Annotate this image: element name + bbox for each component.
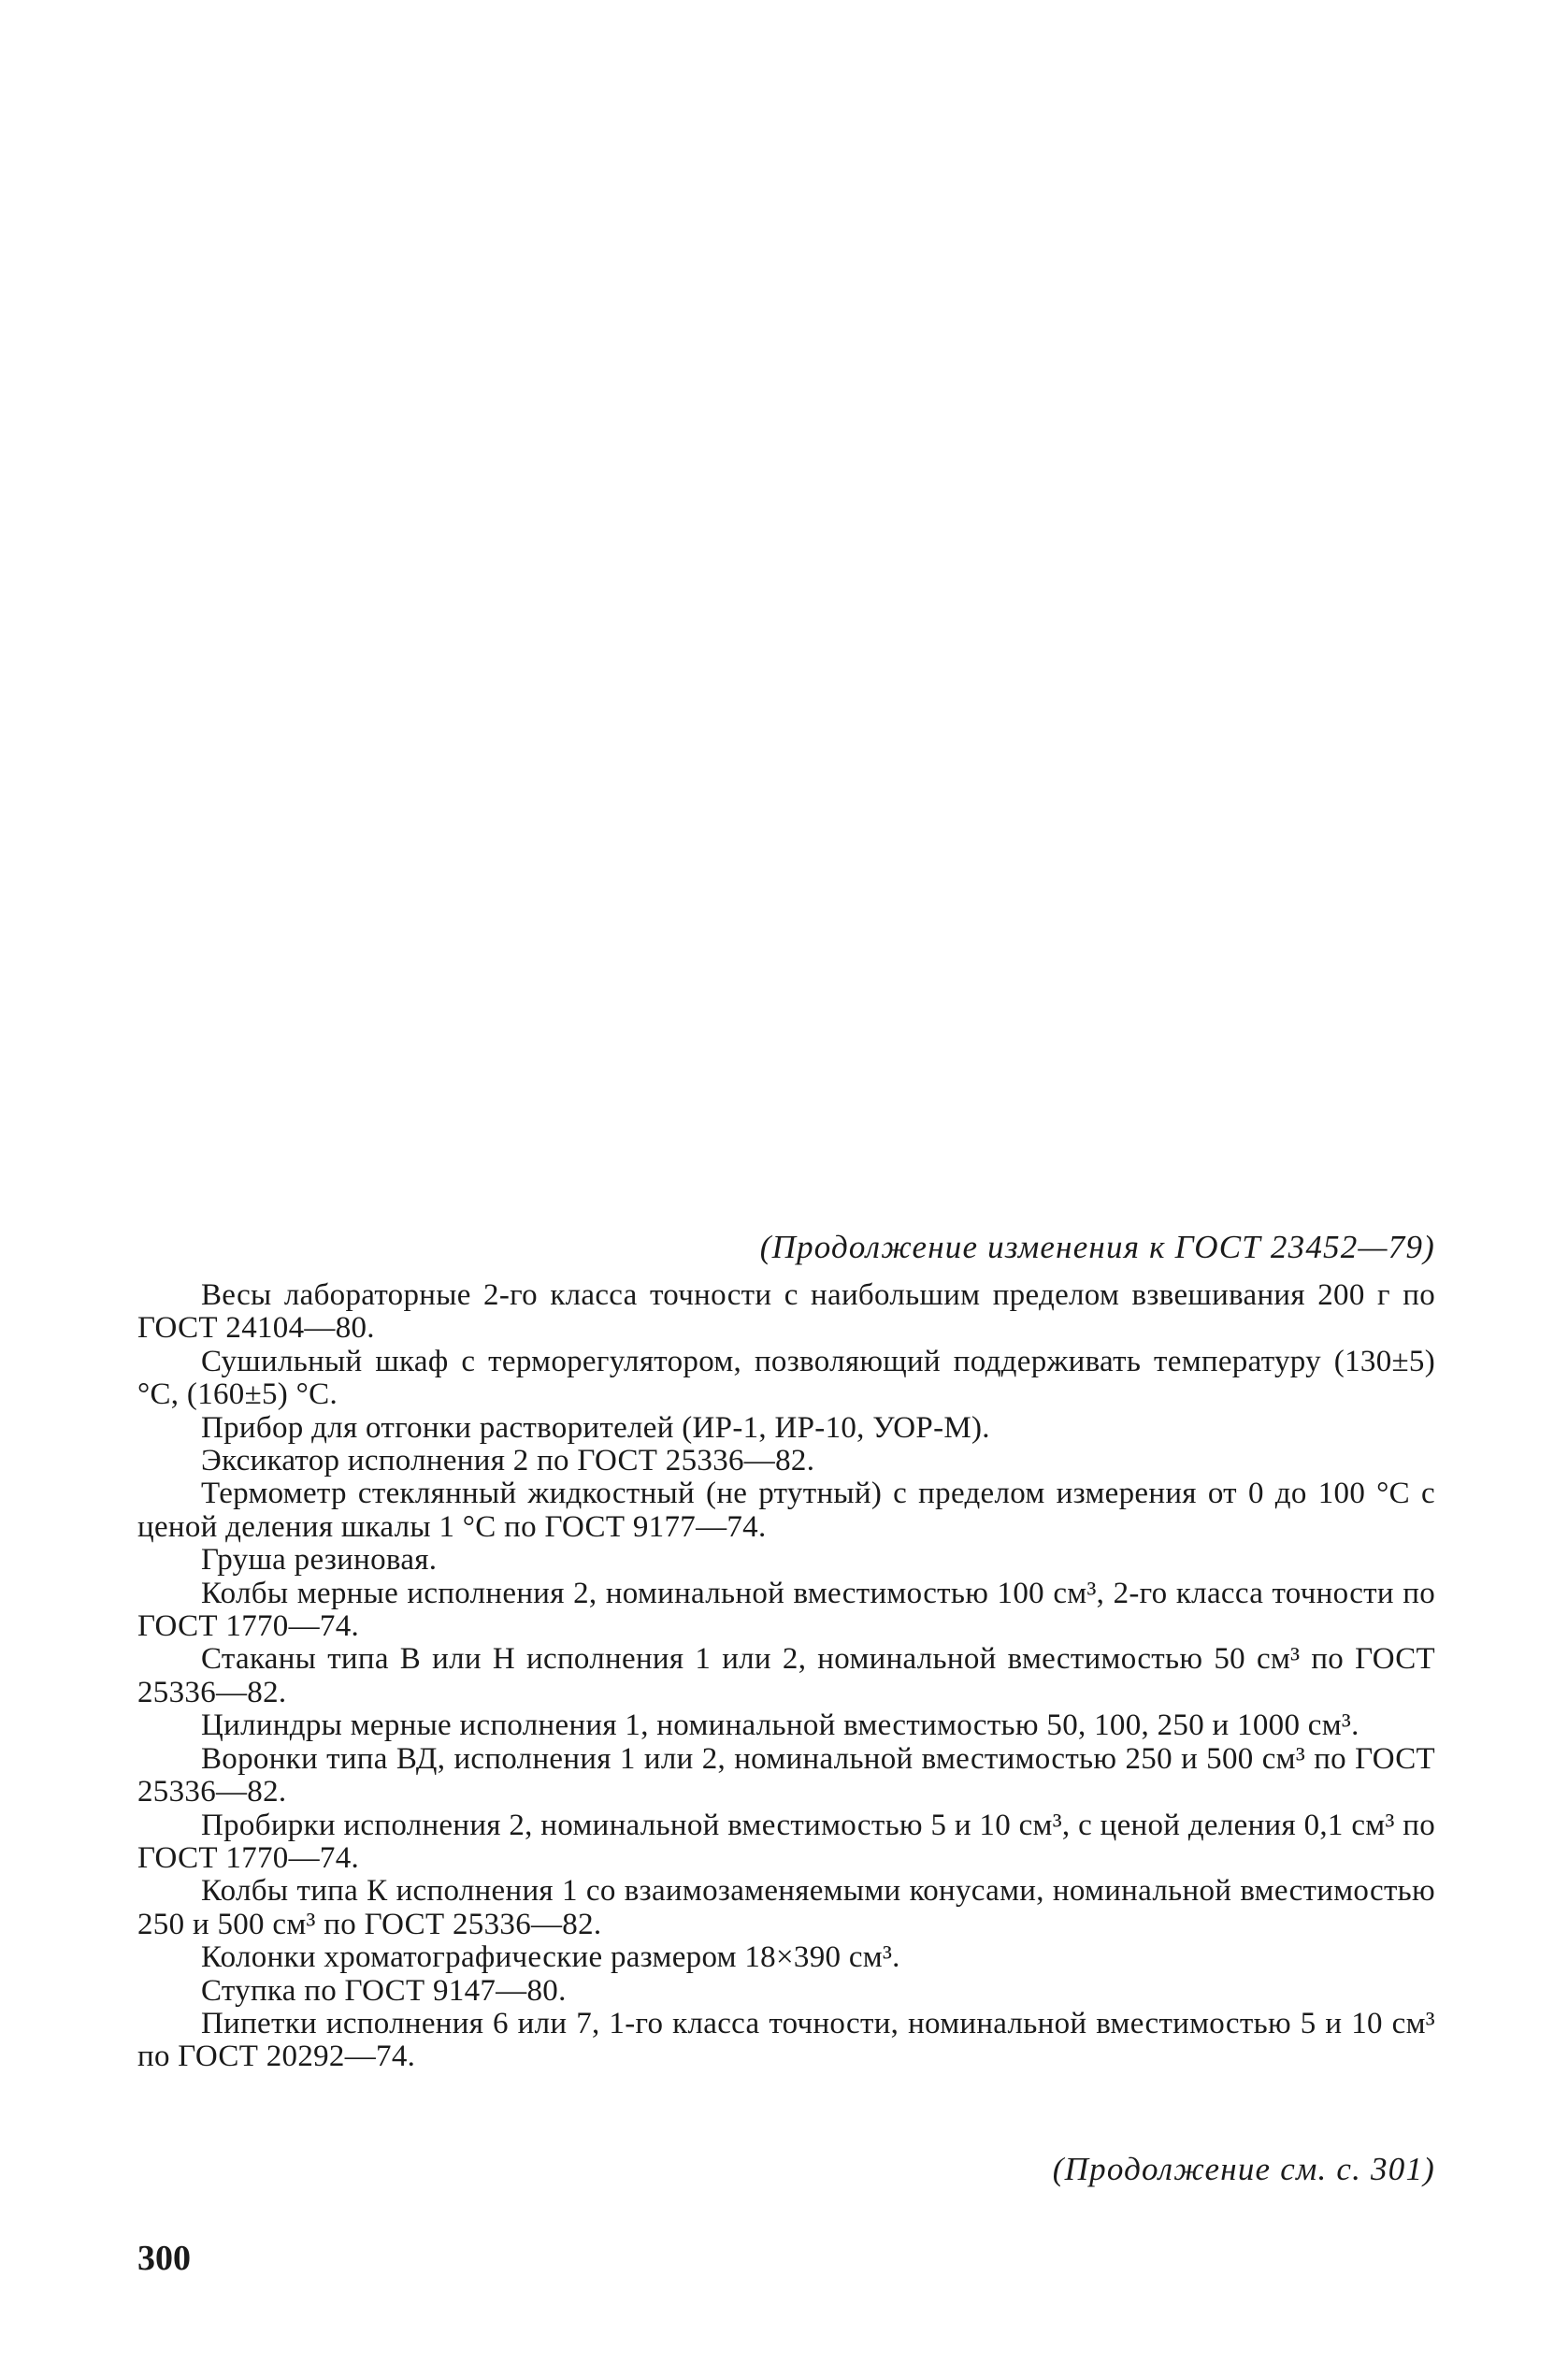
paragraph-mortar: Ступка по ГОСТ 9147—80. bbox=[201, 1973, 567, 2008]
paragraph-k-flasks: Колбы типа К исполнения 1 со взаимозаменяемыми конусами, номинальной вместимостью 250 и 500 см³ по ГОСТ 25336—82. bbox=[137, 1874, 1435, 1941]
paragraph-columns: Колонки хроматографические размером 18×390 см³. bbox=[201, 1940, 900, 1975]
paragraph-thermometer: Термометр стеклянный жидкостный (не ртутный) с пределом измерения от 0 до 100 °С с ценой деления шкалы 1 °С по ГОСТ 9177—74. bbox=[137, 1477, 1435, 1544]
paragraph-cylinders: Цилиндры мерные исполнения 1, номинальной вместимостью 50, 100, 250 и 1000 см³. bbox=[201, 1708, 1359, 1743]
equipment-list bbox=[137, 1279, 1435, 2074]
paragraph-beakers: Стаканы типа В или Н исполнения 1 или 2, номинальной вместимостью 50 см³ по ГОСТ 25336—82. bbox=[137, 1642, 1435, 1709]
paragraph-drying-cabinet: Сушильный шкаф с терморегулятором, позволяющий поддерживать температуру (130±5) °С, (160±5) °С. bbox=[137, 1344, 1435, 1412]
paragraph-desiccator: Эксикатор исполнения 2 по ГОСТ 25336—82. bbox=[201, 1444, 815, 1478]
continuation-footer: (Продолжение см. с. 301) bbox=[1052, 2151, 1435, 2187]
paragraph-scales: Весы лабораторные 2-го класса точности с наибольшим пределом взвешивания 200 г по ГОСТ 24104—80. bbox=[137, 1278, 1435, 1346]
paragraph-pipettes: Пипетки исполнения 6 или 7, 1-го класса точности, номинальной вместимостью 5 и 10 см³ по ГОСТ 20292—74. bbox=[137, 2006, 1435, 2074]
paragraph-rubber-bulb: Груша резиновая. bbox=[201, 1543, 438, 1578]
paragraph-solvent-device: Прибор для отгонки растворителей (ИР-1, ИР-10, УОР-М). bbox=[201, 1410, 990, 1445]
continuation-header: (Продолжение изменения к ГОСТ 23452—79) bbox=[759, 1229, 1435, 1265]
paragraph-test-tubes: Пробирки исполнения 2, номинальной вместимостью 5 и 10 см³, с ценой деления 0,1 см³ по ГОСТ 1770—74. bbox=[137, 1808, 1435, 1875]
paragraph-volumetric-flasks: Колбы мерные исполнения 2, номинальной вместимостью 100 см³, 2-го класса точности по ГОСТ 1770—74. bbox=[137, 1576, 1435, 1644]
paragraph-funnels: Воронки типа ВД, исполнения 1 или 2, номинальной вместимостью 250 и 500 см³ по ГОСТ 25336—82. bbox=[137, 1741, 1435, 1809]
page-number: 300 bbox=[137, 2239, 191, 2278]
